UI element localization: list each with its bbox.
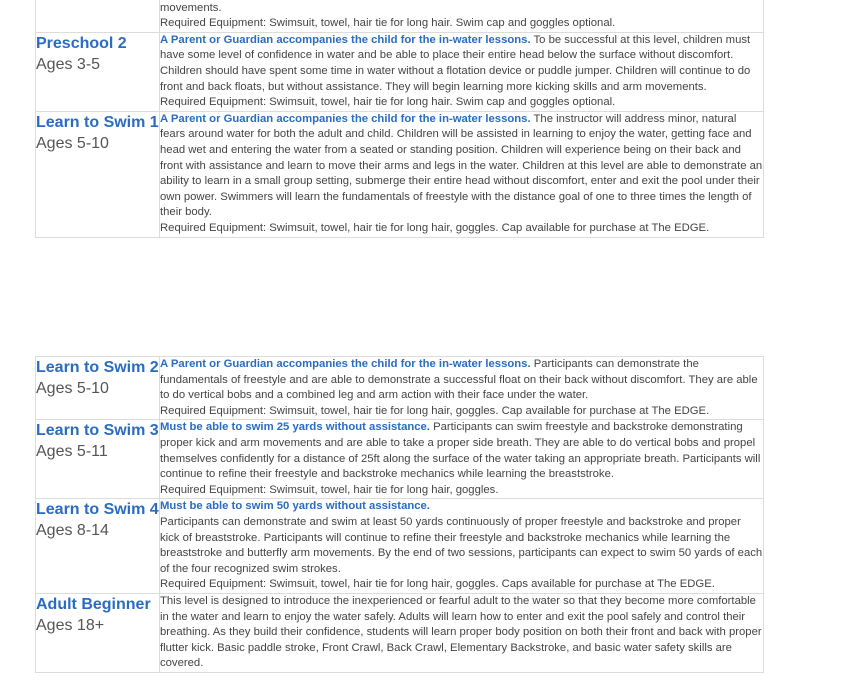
level-description-cell — [160, 499, 764, 594]
level-ages: Ages 8-14 — [36, 522, 109, 540]
level-ages: Ages 5-10 — [36, 134, 109, 152]
level-equipment: Required Equipment: Swimsuit, towel, hair tie for long hair, goggles. Cap available for purchase at The EDGE. — [160, 221, 710, 234]
table-row — [36, 0, 764, 32]
level-description-cell — [160, 111, 764, 237]
level-name-cell — [36, 593, 160, 672]
level-ages: Ages 3-5 — [36, 55, 101, 73]
level-name: Adult Beginner — [36, 595, 151, 613]
level-name: Learn to Swim 2 — [36, 359, 159, 376]
level-name-cell — [36, 357, 160, 420]
level-requirement: A Parent or Guardian accompanies the child for the in-water lessons. — [160, 358, 531, 370]
level-description-cell — [160, 357, 764, 420]
swim-levels-table-2 — [35, 356, 764, 673]
level-name-cell — [36, 111, 160, 237]
table-row — [36, 499, 764, 594]
level-name: Learn to Swim 1 — [36, 113, 159, 131]
table-row — [36, 420, 764, 499]
level-requirement: A Parent or Guardian accompanies the child for the in-water lessons. — [160, 33, 531, 46]
level-description: This level is designed to introduce the inexperienced or fearful adult to the water so that they become more comfortable in the water and learn to enjoy the water safely. Adults will learn how to enter and exit the pool safely and control their breathing. As they build their confidence, students will learn proper body position on both their front and back with proper flutter kick. Basic paddle stroke, Front Crawl, Back Crawl, Elementary Backstroke, and basic water safety skills are covered. — [160, 594, 762, 670]
level-description: The instructor will address minor, natural fears around water for both the adult and child. Children will be assisted in learning to enjoy the water, getting face and head wet and entering the water from a seated or standing position. Children will experience being on their back and front with assistance and learn to move their arms and legs in the water. Children at this level are able to demonstrate an ability to learn in a small group setting, submerge their entire head without discomfort, enter and exit the pool under their own power. Swimmers will learn the fundamentals of freestyle with the distance goal of one to three times the length of their body. — [160, 112, 763, 219]
level-description-cell — [160, 593, 764, 672]
table-row — [36, 111, 764, 237]
level-description: Participants can swim freestyle and backstroke demonstrating proper kick and arm movements and are able to take a proper side breath. They are able to do vertical bobs and propel themselves confidently for a distance of 25ft along the surface of the water taking an appropriate breath. Participants will continue to refine their freestyle and backstroke mechanics while learning the breaststroke. — [160, 421, 761, 481]
level-equipment: Required Equipment: Swimsuit, towel, hair tie for long hair, goggles. Cap available for purchase at The EDGE. — [160, 404, 710, 417]
table-row — [36, 32, 764, 111]
level-name: Preschool 2 — [36, 34, 127, 52]
level-equipment: Required Equipment: Swimsuit, towel, hair tie for long hair. Swim cap and goggles optional. — [160, 96, 616, 109]
level-description-cell — [160, 32, 764, 111]
level-description: Participants can demonstrate the fundamentals of freestyle and are able to demonstrate a successful float on their back without discomfort. They are able to do vertical bobs and a combined leg and arm action with their face under the water. — [160, 358, 758, 402]
level-name-cell — [36, 0, 160, 32]
level-equipment: Required Equipment: Swimsuit, towel, hair tie for long hair, goggles. — [160, 483, 499, 496]
level-name-cell — [36, 32, 160, 111]
level-description: Participants can demonstrate and swim at least 50 yards continuously of proper freestyle and backstroke and proper kick of breaststroke. Participants will continue to refine their freestyle and backstroke mechanics while learning the breaststroke and butterfly arm movements. By the end of two sessions, participants can expect to swim 50 yards of each of the four recognized swim strokes. — [160, 515, 763, 575]
level-requirement: Must be able to swim 25 yards without assistance. — [160, 421, 430, 434]
level-ages: Ages 18+ — [36, 616, 105, 634]
level-description: movements. — [160, 1, 222, 14]
level-description: To be successful at this level, children must have some level of confidence in water and be able to place their entire head below the surface without discomfort. Children should have spent some time in water without a flotation device or puddle jumper. Children will continue to do front and back floats, but without assistance. They will begin learning more kicking skills and arm movements. — [160, 33, 751, 93]
level-ages: Ages 5-10 — [36, 380, 109, 397]
level-name-cell — [36, 420, 160, 499]
level-name: Learn to Swim 4 — [36, 501, 159, 519]
level-ages: Ages 5-11 — [36, 443, 108, 461]
level-name-cell — [36, 499, 160, 594]
swim-levels-table-1 — [35, 0, 764, 238]
table-row — [36, 357, 764, 420]
level-description-cell — [160, 0, 764, 32]
level-equipment: Required Equipment: Swimsuit, towel, hair tie for long hair, goggles. Caps available for purchase at The EDGE. — [160, 578, 715, 591]
level-equipment: Required Equipment: Swimsuit, towel, hair tie for long hair. Swim cap and goggles optional. — [160, 17, 616, 30]
table-row — [36, 593, 764, 672]
level-name: Learn to Swim 3 — [36, 422, 159, 440]
level-description-cell — [160, 420, 764, 499]
level-requirement: A Parent or Guardian accompanies the child for the in-water lessons. — [160, 112, 531, 125]
level-requirement: Must be able to swim 50 yards without assistance. — [160, 500, 430, 513]
